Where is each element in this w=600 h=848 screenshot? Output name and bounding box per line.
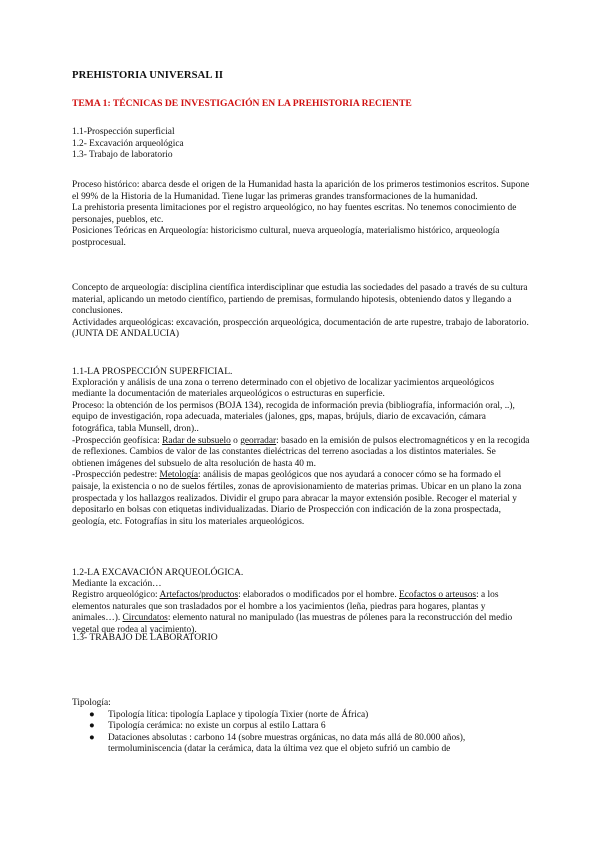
text-run: o — [230, 435, 241, 446]
list-item — [72, 733, 530, 756]
text-run: : a los elementos naturales que son trasladados por el hombre a los yacimientos (leña, piedras para hogares, plantas y animales…). — [72, 590, 499, 624]
bullet-icon: ● — [89, 709, 95, 720]
section-paragraph: Mediante la excación… — [72, 578, 162, 589]
text-run: : análisis de mapas geológicos que nos ayudará a conocer cómo se ha formado el paisaje, la existencia o no de suelos fértiles, zonas de aprovisionamiento de materias primas. Ubicar en un plano la zona prospectada y los hallazgos realizados. Dividir el grupo para abracar la mayor extensión posible. Recoger el material y depositarlo en bolsas con etiquetas individualizadas. Diario de Prospección con indicación de la zona prospectada, geología, etc. Fotografías in situ los materiales arqueológicos. — [72, 470, 522, 527]
tipologia-label: Tipología: — [72, 698, 111, 708]
underlined-term: Metología — [159, 470, 199, 481]
proceso-paragraph: Proceso: la obtención de los permisos (BOJA 134), recogida de información previa (bibliografía, información oral, ..), equipo de investigación, ropa adecuada, materiales (jalones, gps, mapas, brújuls, diario de excavación, cámara fotográfica, tabla Munsell, dron).. — [72, 400, 515, 434]
list-item-text: Dataciones absolutas : carbono 14 (sobre muestras orgánicas, no data más allá de 80.000 años), termoluminiscencia (datar la cerámica, data la última vez que el objeto sufrió un cambio de — [108, 732, 466, 755]
text-run: -Prospección pedestre: — [72, 470, 160, 481]
actividades-paragraph: Actividades arqueológicas: excavación, prospección arqueológica, documentación de arte rupestre, trabajo de laboratorio. (JUNTA DE ANDALUCIA) — [72, 317, 529, 340]
text-run: Registro arqueológico: — [72, 590, 160, 601]
underlined-term: Artefactos/productos — [159, 590, 239, 601]
geofisica-paragraph — [72, 436, 530, 471]
intro-paragraph: La prehistoria presenta limitaciones por el registro arqueológico, no hay fuentes escritas. No tenemos conocimiento de personajes, pueblos, etc. — [72, 203, 517, 225]
underlined-term: Radar de subsuelo — [162, 435, 231, 446]
intro-paragraph: Posiciones Teóricas en Arqueología: historicismo cultural, nueva arqueología, materialismo histórico, arqueología postprocesual. — [72, 226, 500, 248]
concepto-section — [72, 283, 530, 341]
list-item-text: Tipología cerámica: no existe un corpus al estilo Lattara 6 — [108, 721, 326, 732]
index-list — [72, 127, 530, 162]
intro-paragraph: Proceso histórico: abarca desde el origen de la Humanidad hasta la aparición de los primeros testimonios escritos. Supone el 99% de la Historia de la Humanidad. Tiene lugar las primeras grandes transformaciones de la humanidad. — [72, 180, 530, 202]
underlined-term: Circundatos — [122, 613, 168, 624]
section-heading: 1.2-LA EXCAVACIÓN ARQUEOLÓGICA. — [72, 567, 244, 578]
section-excavacion — [72, 567, 530, 637]
tipologia-block — [72, 698, 530, 756]
concepto-paragraph: Concepto de arqueología: disciplina científica interdisciplinar que estudia las sociedades del pasado a través de su cultura material, aplicando un metodo científico, partiendo de premisas, formulando hipotesis, obteniendo datos y llegando a conclusiones. — [72, 283, 528, 317]
text-run: : basado en la emisión de pulsos electromagnéticos y en la recogida de reflexiones. Cambios de valor de las constantes dieléctricas del terreno asociadas a los distintos materiales. Se obtienen imágenes del subsuelo de alta resolución de hasta 40 m. — [72, 435, 530, 469]
intro-section — [72, 180, 530, 250]
list-item — [72, 721, 530, 733]
bullet-icon: ● — [89, 721, 95, 732]
list-item-text: Tipología lítica: tipología Laplace y tipología Tixier (norte de África) — [108, 709, 369, 720]
document-title: PREHISTORIA UNIVERSAL II — [72, 70, 224, 81]
section-paragraph: Exploración y análisis de una zona o terreno determinado con el objetivo de localizar yacimientos arqueológicos mediante la documentación de materiales arqueológicos o estructuras en superficie. — [72, 377, 494, 400]
index-item: 1.3- Trabajo de laboratorio — [72, 150, 173, 161]
section-laboratorio — [72, 632, 530, 644]
registro-paragraph — [72, 590, 530, 636]
section-heading: 1.1-LA PROSPECCIÓN SUPERFICIAL. — [72, 366, 233, 377]
list-item — [72, 710, 530, 722]
index-item: 1.2- Excavación arqueológica — [72, 138, 184, 149]
tipologia-list — [72, 710, 530, 756]
text-run: -Prospección geofísica: — [72, 435, 163, 446]
pedestre-paragraph — [72, 470, 530, 528]
text-run: : elemento natural no manipulado (las muestras de pólenes para la reconstrucción del medio vegetal que rodea al yacimiento). — [72, 613, 513, 635]
section-heading: 1.3- TRABAJO DE LABORATORIO — [72, 632, 218, 643]
bullet-icon: ● — [89, 732, 95, 743]
tema-heading: TEMA 1: TÉCNICAS DE INVESTIGACIÓN EN LA PREHISTORIA RECIENTE — [72, 98, 412, 109]
text-run: : elaborados o modificados por el hombre. — [238, 590, 400, 601]
index-item: 1.1-Prospección superficial — [72, 127, 175, 137]
underlined-term: georradar — [240, 435, 277, 446]
section-prospeccion — [72, 366, 530, 528]
underlined-term: Ecofactos o arteusos — [399, 590, 477, 601]
